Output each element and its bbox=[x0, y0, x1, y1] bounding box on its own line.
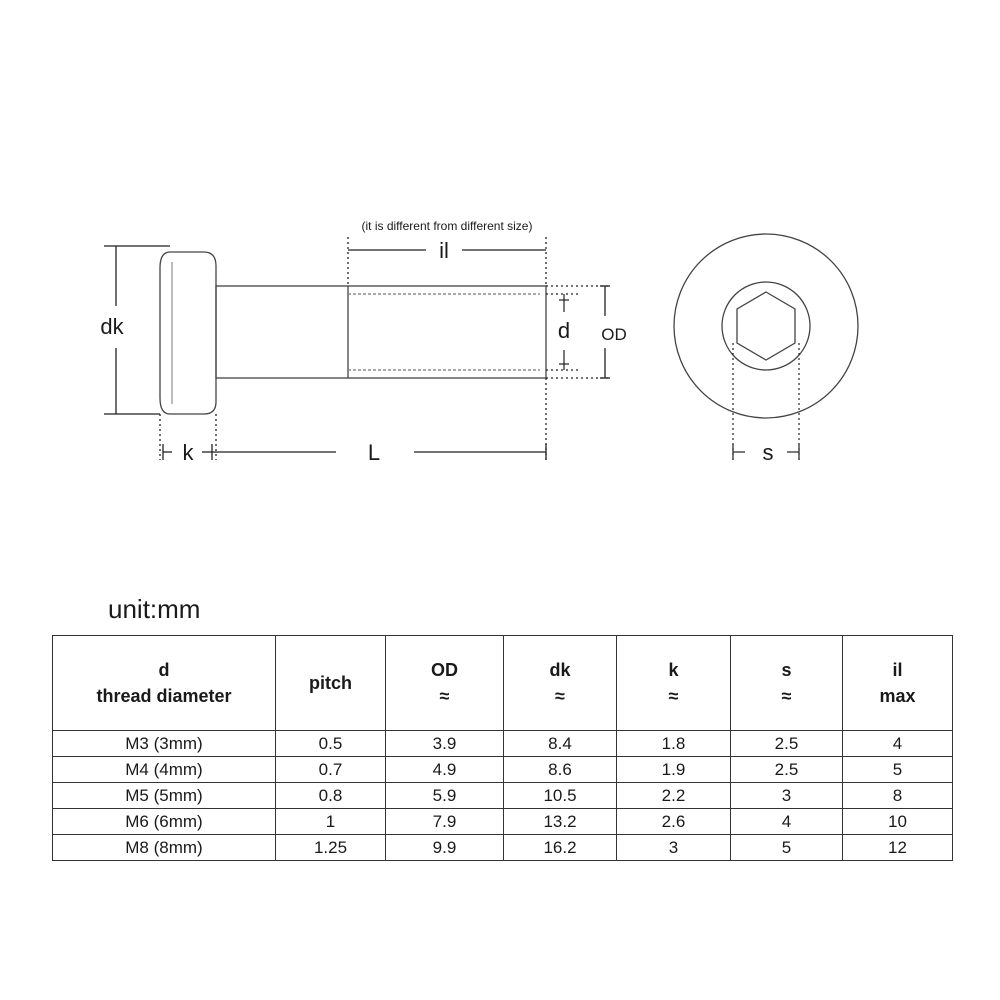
cell-od: 5.9 bbox=[386, 783, 504, 809]
cell-pitch: 0.5 bbox=[276, 731, 386, 757]
cell-dk: 10.5 bbox=[504, 783, 617, 809]
screw-side-view bbox=[160, 252, 546, 414]
cell-il: 4 bbox=[843, 731, 953, 757]
label-dk: dk bbox=[100, 314, 124, 339]
screw-head bbox=[160, 252, 216, 414]
table-row bbox=[53, 757, 953, 783]
header-d: d thread diameter bbox=[53, 636, 276, 731]
cell-s: 2.5 bbox=[731, 757, 843, 783]
cell-k: 2.6 bbox=[617, 809, 731, 835]
header-k: k ≈ bbox=[617, 636, 731, 731]
cell-od: 7.9 bbox=[386, 809, 504, 835]
header-s: s ≈ bbox=[731, 636, 843, 731]
hex-socket bbox=[737, 292, 795, 360]
cell-il: 12 bbox=[843, 835, 953, 861]
cell-pitch: 0.8 bbox=[276, 783, 386, 809]
cell-k: 3 bbox=[617, 835, 731, 861]
cell-od: 3.9 bbox=[386, 731, 504, 757]
cell-dk: 8.6 bbox=[504, 757, 617, 783]
unit-label: unit:mm bbox=[108, 594, 201, 624]
cell-k: 1.8 bbox=[617, 731, 731, 757]
label-od: OD bbox=[601, 325, 627, 344]
header-il: il max bbox=[843, 636, 953, 731]
cell-d: M6 (6mm) bbox=[53, 809, 276, 835]
label-l: L bbox=[367, 440, 381, 465]
cell-s: 2.5 bbox=[731, 731, 843, 757]
table-header-row bbox=[53, 636, 953, 731]
table-row bbox=[53, 835, 953, 861]
cell-pitch: 1.25 bbox=[276, 835, 386, 861]
cell-s: 3 bbox=[731, 783, 843, 809]
cell-d: M5 (5mm) bbox=[53, 783, 276, 809]
label-d: d bbox=[557, 318, 571, 343]
cell-pitch: 0.7 bbox=[276, 757, 386, 783]
table-row bbox=[53, 809, 953, 835]
cell-dk: 8.4 bbox=[504, 731, 617, 757]
header-dk: dk ≈ bbox=[504, 636, 617, 731]
head-outer-circle bbox=[674, 234, 858, 418]
cell-d: M4 (4mm) bbox=[53, 757, 276, 783]
cell-dk: 13.2 bbox=[504, 809, 617, 835]
cell-s: 4 bbox=[731, 809, 843, 835]
screw-shank bbox=[216, 286, 546, 378]
cell-il: 10 bbox=[843, 809, 953, 835]
table-row bbox=[53, 783, 953, 809]
cell-k: 1.9 bbox=[617, 757, 731, 783]
label-s: s bbox=[762, 440, 774, 465]
cell-od: 9.9 bbox=[386, 835, 504, 861]
cell-k: 2.2 bbox=[617, 783, 731, 809]
header-od: OD ≈ bbox=[386, 636, 504, 731]
label-il: il bbox=[439, 238, 449, 263]
dimension-k-l bbox=[160, 378, 546, 460]
screw-end-view bbox=[674, 234, 858, 418]
label-k: k bbox=[182, 440, 194, 465]
cell-dk: 16.2 bbox=[504, 835, 617, 861]
cell-il: 5 bbox=[843, 757, 953, 783]
cell-pitch: 1 bbox=[276, 809, 386, 835]
spec-table bbox=[52, 635, 953, 861]
cell-od: 4.9 bbox=[386, 757, 504, 783]
table-row bbox=[53, 731, 953, 757]
cell-s: 5 bbox=[731, 835, 843, 861]
header-pitch: pitch bbox=[276, 636, 386, 731]
note-text: (it is different from different size) bbox=[361, 219, 533, 233]
cell-il: 8 bbox=[843, 783, 953, 809]
socket-circle bbox=[722, 282, 810, 370]
cell-d: M3 (3mm) bbox=[53, 731, 276, 757]
cell-d: M8 (8mm) bbox=[53, 835, 276, 861]
